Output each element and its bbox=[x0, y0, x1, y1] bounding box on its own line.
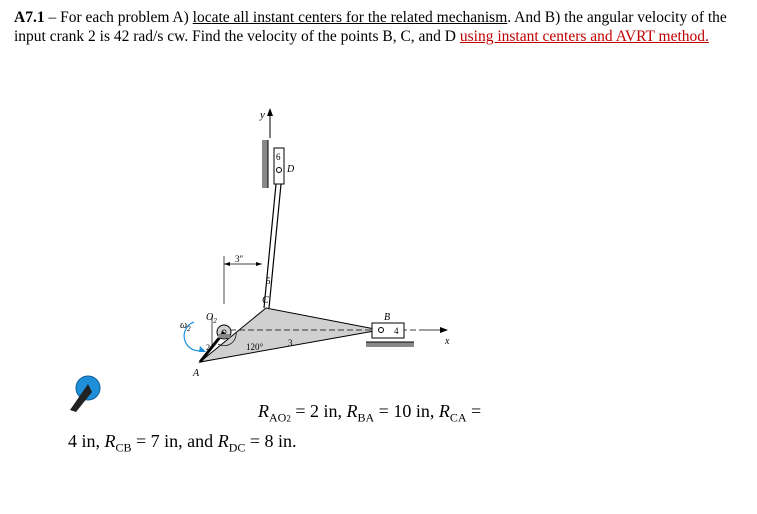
y-axis-label: y bbox=[260, 109, 265, 121]
vertical-ground-hatch bbox=[262, 140, 268, 188]
problem-text-1: For each problem A) bbox=[60, 9, 193, 26]
omega-label: $\omega_2$ bbox=[180, 320, 191, 333]
point-B-label: B bbox=[384, 312, 391, 323]
problem-underline-1: locate all instant centers for the related mechanism bbox=[192, 9, 508, 26]
link-5-left bbox=[264, 184, 276, 308]
pin-B bbox=[379, 328, 384, 333]
point-D-label: D bbox=[287, 164, 295, 175]
problem-text-2: . And B) the angular velocity of the input crank 2 is 42 rad/s cw. Find the velocity of the points B, C, and D bbox=[14, 9, 727, 45]
problem-id: A7.1 bbox=[14, 9, 45, 26]
problem-statement: A7.1 – For each problem A) locate all instant centers for the related mechanism. And B) the angular velocity of the input crank 2 is 42 rad/s cw. Find the velocity of the points B, C, and D using instant centers and AVRT method. bbox=[14, 9, 727, 45]
link-3-label: 3 bbox=[288, 338, 293, 348]
x-axis-label: x bbox=[445, 336, 450, 347]
slider-4 bbox=[372, 323, 404, 338]
link-6-label: 6 bbox=[276, 152, 281, 162]
point-A-label: A bbox=[193, 368, 200, 379]
link-5-right bbox=[269, 184, 281, 308]
point-C-label: C bbox=[262, 295, 269, 306]
pin-D bbox=[277, 168, 282, 173]
link-5-label: 5 bbox=[266, 276, 271, 286]
problem-red-link: using instant centers and AVRT method. bbox=[459, 28, 709, 45]
link-2-label: 2 bbox=[206, 343, 210, 352]
horizontal-ground-hatch bbox=[366, 342, 414, 347]
angle-label: 120° bbox=[246, 342, 264, 352]
y-axis-arrow bbox=[267, 108, 273, 116]
given-dimensions: $R_{AO2} = 2$ in, $R_{BA} = 10$ in, $R_{CA}$ = 4 in, $R_{CB} = 7$ in, and $R_{DC} = 8$ in. bbox=[68, 401, 482, 455]
x-axis-arrow bbox=[440, 327, 448, 333]
link-4-label: 4 bbox=[394, 326, 399, 336]
point-O2-label: $O_2$ bbox=[206, 312, 217, 325]
dim-3-label: 3″ bbox=[235, 254, 244, 264]
